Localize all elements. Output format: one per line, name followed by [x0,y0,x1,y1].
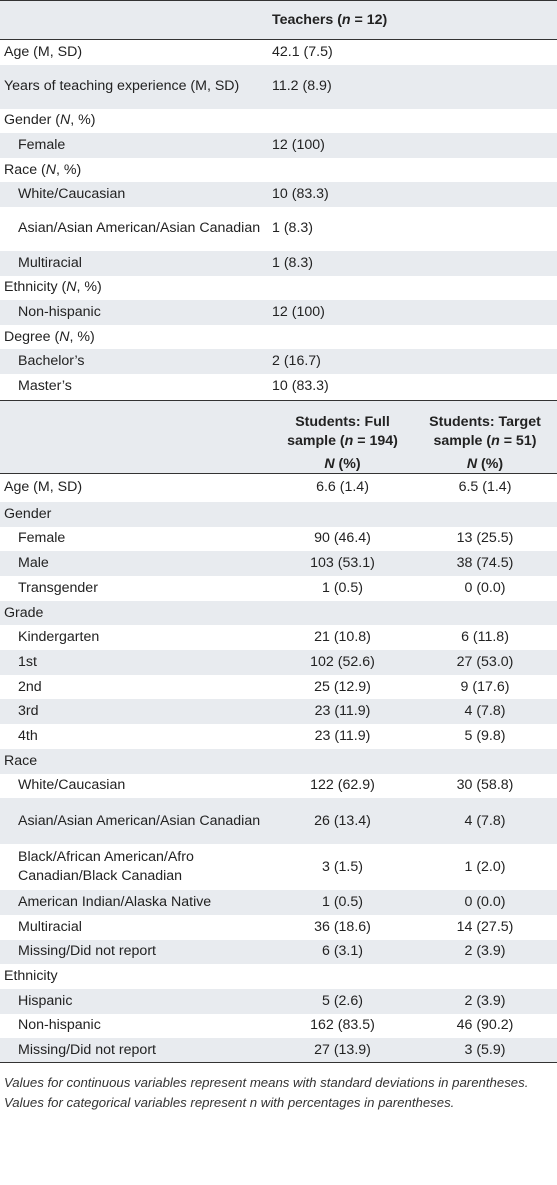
label-text: Race ( [4,161,46,178]
note-categorical: Values for categorical variables represent n with percentages in parentheses. [4,1095,455,1110]
student-row [0,699,557,724]
students-target-header-count: = 51) [499,432,537,449]
student-row-full: 1 (0.5) [321,894,363,911]
label-text: Ethnicity ( [4,279,67,296]
student-row [0,1014,557,1039]
label-text: Gender ( [4,112,60,129]
teacher-row-value: 12 (100) [272,136,325,153]
students-full-subheader [272,455,413,474]
teacher-row-label [0,111,272,130]
teacher-row-label: Multiracial [18,254,82,271]
teacher-row [0,158,557,183]
students-full-header-text: Students: Full sample ( [287,413,390,449]
student-row-label: Race [4,752,38,769]
students-full-header-n: n [344,432,354,449]
student-row-label: Black/African American/Afro Canadian/Black Canadian [18,849,194,885]
student-row-target: 3 (5.9) [464,1041,506,1058]
student-row-label: Grade [4,604,44,621]
teacher-row-label: Age (M, SD) [4,43,83,60]
student-row-label: 2nd [18,678,42,695]
student-row-target: 0 (0.0) [464,579,506,596]
student-row-target: 6.5 (1.4) [458,479,512,496]
student-row [0,798,557,844]
student-row-target: 2 (3.9) [464,992,506,1009]
teachers-header-count: = 12) [350,11,388,28]
student-row-full: 3 (1.5) [321,858,363,875]
student-row-label: 3rd [18,703,39,720]
student-row-label: Female [18,530,66,547]
students-full-header [272,413,413,474]
teachers-header [272,11,413,30]
label-suffix: , %) [56,161,82,178]
student-row [0,474,557,502]
teacher-row-value: 10 (83.3) [272,378,329,395]
student-row [0,1038,557,1063]
teacher-row [0,109,557,134]
teacher-row-label: Female [18,136,66,153]
student-row-label: Male [18,555,49,572]
label-suffix: , %) [69,328,95,345]
student-row-full: 27 (13.9) [314,1041,371,1058]
student-row-target: 5 (9.8) [464,727,506,744]
student-row [0,940,557,965]
student-row-full: 162 (83.5) [310,1017,375,1034]
student-row-target: 13 (25.5) [456,530,514,547]
student-row [0,601,557,626]
teacher-row-value: 1 (8.3) [272,220,314,237]
full-subheader-pct: (%) [334,455,361,472]
student-row [0,625,557,650]
students-full-header-count: = 194) [353,432,398,449]
students-target-header-text: Students: Target sample ( [429,413,541,449]
target-subheader-n: N [466,455,478,472]
teacher-row-value: 2 (16.7) [272,353,321,370]
student-row-label: White/Caucasian [18,777,126,794]
student-row [0,844,557,890]
teacher-row-label [0,278,272,297]
teachers-body [0,40,557,400]
student-row-target: 1 (2.0) [464,858,506,875]
student-row-target: 9 (17.6) [460,678,510,695]
teacher-row [0,251,557,276]
students-target-header-n: n [491,432,500,449]
teacher-row-label: Asian/Asian American/Asian Canadian [18,220,261,237]
teacher-row [0,40,557,65]
student-row [0,650,557,675]
student-row-full: 102 (52.6) [310,653,375,670]
teacher-row-label: White/Caucasian [18,186,126,203]
teacher-row-label: Non-hispanic [18,303,101,320]
student-row-label: Multiracial [18,918,82,935]
teacher-row-value: 1 (8.3) [272,254,314,271]
full-subheader-n: N [324,455,335,472]
teacher-row [0,207,557,251]
student-row [0,749,557,774]
student-row-target: 6 (11.8) [461,629,509,646]
teacher-row [0,65,557,109]
teachers-header-row [0,0,557,40]
student-row [0,774,557,799]
student-row [0,964,557,989]
student-row-target: 4 (7.8) [464,703,506,720]
teacher-row [0,374,557,400]
student-row-label: Asian/Asian American/Asian Canadian [18,812,261,829]
student-row-full: 23 (11.9) [314,703,371,720]
student-row [0,989,557,1014]
student-row-target: 2 (3.9) [464,943,506,960]
student-row [0,890,557,915]
student-row-label: Age (M, SD) [4,479,83,496]
student-row-full: 23 (11.9) [314,727,371,744]
teacher-row-value: 12 (100) [272,303,325,320]
target-subheader-pct: (%) [477,455,504,472]
student-row-full: 5 (2.6) [321,992,363,1009]
teacher-row [0,133,557,158]
student-row-full: 6 (3.1) [321,943,363,960]
label-italic: N [45,161,57,178]
student-row-full: 90 (46.4) [314,530,371,547]
teachers-header-text: Teachers ( [272,11,342,28]
teacher-row-label [0,328,272,347]
student-row-label: American Indian/Alaska Native [18,894,212,911]
student-row-label: Hispanic [18,992,73,1009]
student-row-full: 122 (62.9) [310,777,375,794]
student-row-target: 38 (74.5) [456,555,514,572]
student-row-label: Transgender [18,579,98,596]
student-row-label: Missing/Did not report [18,943,156,960]
teacher-row-label [0,161,272,180]
student-row-label: Missing/Did not report [18,1041,156,1058]
student-row [0,724,557,749]
student-row-label: Ethnicity [4,968,58,985]
student-row-target: 4 (7.8) [464,812,506,829]
student-row-target: 46 (90.2) [456,1017,514,1034]
student-row-target: 30 (58.8) [456,777,514,794]
student-row-target: 0 (0.0) [464,894,506,911]
label-suffix: , %) [70,112,96,129]
students-body [0,474,557,1063]
student-row-target: 14 (27.5) [456,918,514,935]
label-italic: N [66,279,77,296]
student-row-label: Gender [4,505,52,522]
student-row [0,915,557,940]
label-text: Degree ( [4,328,60,345]
teacher-row [0,300,557,325]
teacher-row-label: Years of teaching experience (M, SD) [4,78,240,95]
teacher-row-value: 11.2 (8.9) [272,78,332,95]
student-row-label: Kindergarten [18,629,100,646]
student-row [0,576,557,601]
label-italic: N [59,328,70,345]
student-row-full: 26 (13.4) [314,812,371,829]
teacher-row [0,276,557,301]
teachers-header-n: n [341,11,351,28]
student-row-full: 36 (18.6) [314,918,371,935]
student-row-full: 1 (0.5) [321,579,363,596]
table-notes [0,1063,557,1113]
student-row-full: 21 (10.8) [314,629,371,646]
teacher-row-value: 10 (83.3) [272,186,329,203]
note-continuous: Values for continuous variables represent means with standard deviations in parentheses. [4,1075,529,1090]
student-row [0,502,557,527]
student-row-full: 103 (53.1) [310,555,375,572]
student-row [0,675,557,700]
teacher-row-label: Bachelor’s [18,353,85,370]
student-row-full: 25 (12.9) [314,678,371,695]
label-italic: N [60,112,71,129]
student-row [0,551,557,576]
student-row-target: 27 (53.0) [456,653,514,670]
teacher-row-value: 42.1 (7.5) [272,43,333,60]
student-row-label: Non-hispanic [18,1017,101,1034]
students-target-subheader [413,455,557,474]
student-row-label: 1st [18,653,37,670]
students-header-row [0,400,557,474]
student-row-label: 4th [18,727,38,744]
student-row-full: 6.6 (1.4) [316,479,369,496]
teacher-row-label: Master’s [18,378,72,395]
teacher-row [0,325,557,350]
student-row [0,527,557,552]
teacher-row [0,182,557,207]
teacher-row [0,349,557,374]
label-suffix: , %) [76,279,102,296]
students-target-header [413,413,557,474]
